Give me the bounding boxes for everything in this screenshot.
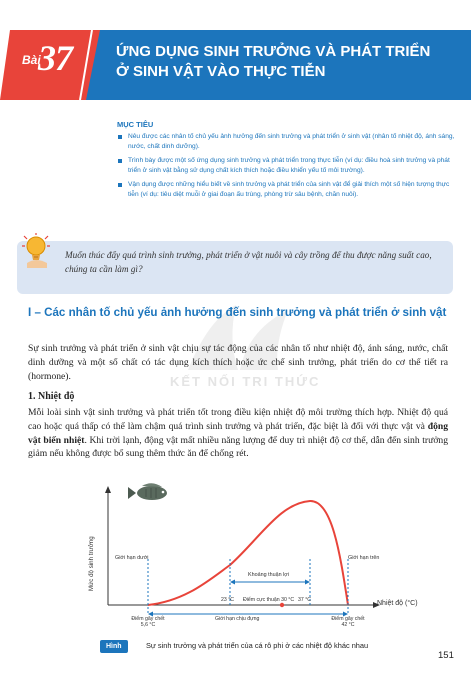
watermark-text: KẾT NỐI TRI THỨC — [170, 374, 321, 389]
high-death-label-line: Điểm gây chết — [331, 616, 365, 622]
low-death-point-label — [130, 616, 166, 628]
paragraph-text: . Khi trời lạnh, động vật mất nhiều năng lượng để duy trì nhiệt độ cơ thể, dẫn đến sinh trưởng giảm nếu không được bổ sung thêm thức ăn để chống rét. — [28, 434, 448, 460]
optimum-point — [280, 603, 284, 607]
objective-text: Nêu được các nhân tố chủ yếu ảnh hưởng đến sinh trưởng và phát triển ở sinh vật (nhân tố nhiệt độ, ánh sáng, nước, chất dinh dưỡng). — [128, 133, 455, 151]
low-death-label-line: Điểm gây chết — [131, 616, 165, 622]
figure-number-badge: Hình 37.1 — [100, 640, 128, 653]
lesson-banner — [0, 0, 471, 100]
bullet-icon — [118, 135, 122, 139]
lesson-title-line-1: ỨNG DỤNG SINH TRƯỞNG VÀ PHÁT TRIỂN — [116, 43, 431, 60]
high-death-point-label — [330, 616, 366, 628]
optimum-label: Điểm cực thuận 30 °C — [243, 597, 295, 603]
lower-limit-label: Giới hạn dưới — [115, 555, 149, 561]
lesson-number: 37 — [38, 38, 72, 78]
favorable-range-label: Khoảng thuận lợi — [248, 572, 290, 578]
objective-item — [117, 156, 457, 177]
warmup-question-box — [17, 241, 453, 294]
figure-caption-text: Sự sinh trưởng và phát triển của cá rô phi ở các nhiệt độ khác nhau — [146, 641, 369, 650]
section-paragraph: Sự sinh trưởng và phát triển ở sinh vật chịu sự tác động của các nhân tố như nhiệt độ, ánh sáng, nước, chất dinh dưỡng và một số chất có tác dụng kích thích hoặc ức chế sinh trưởng, phát triển do cơ thể tiết ra (hormone). — [28, 343, 448, 382]
high-death-label-line: 42 °C — [341, 622, 355, 628]
growth-curve — [148, 501, 348, 605]
x-axis-label: Nhiệt độ (°C) — [377, 600, 418, 607]
t37-label: 37 °C — [298, 597, 312, 603]
lesson-title — [116, 42, 461, 82]
objective-text: Vận dụng được những hiểu biết về sinh trưởng và phát triển của sinh vật để giải thích một số hiện tượng thực tiễn (ví dụ: tiêu diệt muỗi ở giai đoạn ấu trùng, phòng trừ sâu bệnh, chăn nuôi). — [128, 180, 450, 199]
page-number: 151 — [438, 650, 454, 661]
tolerance-label: Giới hạn chịu đựng — [215, 616, 260, 622]
lesson-word: Bài — [22, 53, 41, 67]
objective-item — [117, 180, 457, 201]
objective-item — [117, 132, 457, 153]
y-axis-arrow-icon — [105, 486, 111, 493]
lightbulb-hand-icon — [21, 233, 55, 269]
warmup-question-text: Muốn thúc đẩy quá trình sinh trưởng, phát triển ở vật nuôi và cây trồng để thu được năng suất cao, chúng ta cần làm gì? — [65, 250, 432, 274]
lesson-title-line-2: Ở SINH VẬT VÀO THỰC TIỄN — [116, 63, 326, 80]
objectives-list — [117, 132, 457, 203]
paragraph-text: Mỗi loài sinh vật sinh trưởng và phát triển tốt trong điều kiện nhiệt độ môi trường thích hợp. Nhiệt độ quá cao hoặc quá thấp có thể làm chậm quá trình sinh trưởng và phát triển, đặc biệt là đối với thực vật và — [28, 407, 448, 432]
bullet-icon — [118, 183, 122, 187]
paragraph-bold-term: động vật biến nhiệt — [28, 420, 448, 446]
bullet-icon — [118, 159, 122, 163]
upper-limit-label: Giới hạn trên — [348, 555, 380, 561]
temperature-growth-figure — [90, 483, 430, 633]
y-axis-label: Mức độ sinh trưởng — [88, 536, 95, 591]
section-heading: I – Các nhân tố chủ yếu ảnh hưởng đến sinh trưởng và phát triển ở sinh vật — [28, 306, 447, 319]
t23-label: 23 °C — [221, 597, 235, 603]
objective-text: Trình bày được một số ứng dụng sinh trưởng và phát triển trong thực tiễn (ví dụ: điều hoà sinh trưởng và phát triển ở sinh vật bằng sử dụng chất kích thích hoặc điều khiển yếu tố môi trường). — [128, 156, 450, 175]
low-death-label-line: 5,6 °C — [140, 622, 156, 628]
temperature-paragraph — [28, 406, 448, 461]
objectives-heading: MỤC TIÊU — [117, 120, 154, 129]
tilapia-fish-icon — [128, 483, 167, 500]
subsection-heading: 1. Nhiệt độ — [28, 391, 75, 402]
